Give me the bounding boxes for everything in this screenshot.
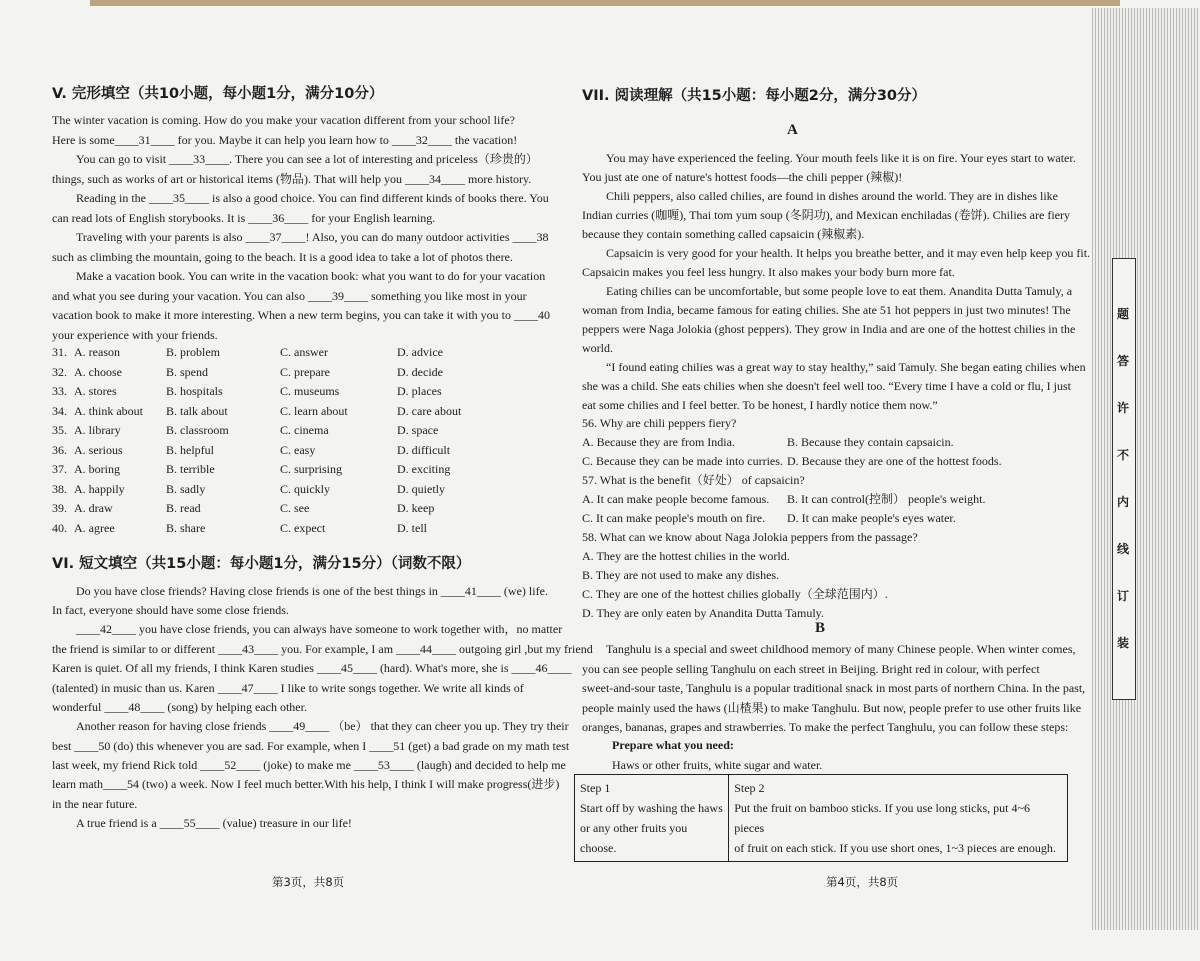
passage-line: because they contain something called capsaicin (辣椒素). xyxy=(582,227,865,241)
step-1-cell xyxy=(575,775,729,862)
option-choice: A. stores xyxy=(74,384,117,398)
option-choice: A. library xyxy=(74,423,121,437)
step-2-cell xyxy=(729,775,1068,862)
option-choice: C. learn about xyxy=(280,403,348,418)
passage-line: and what you see during your vacation. You can also ____39____ something you like most in your xyxy=(52,288,527,303)
option-choice: C. quickly xyxy=(280,481,330,496)
passage-line: can read lots of English storybooks. It is ____36____ for your English learning. xyxy=(52,210,436,225)
binding-char: 许 xyxy=(1116,401,1129,415)
section-5-title: V. 完形填空（共10小题，每小题1分，满分10分） xyxy=(52,86,384,102)
option-choice: B. It can control(控制） people's weight. xyxy=(787,492,986,506)
passage-line: she was a child. She eats chilies when she doesn't feel well too. “Every time I have a cold or flu, I just xyxy=(582,379,1072,393)
question-number: 38. xyxy=(52,481,67,496)
passage-line: you can see people selling Tanghulu on each street in Beijing. Bright red in colour, with perfect xyxy=(582,661,1040,676)
option-choice: C. surprising xyxy=(280,462,343,476)
option-choice: C. They are one of the hottest chilies globally（全球范围内）. xyxy=(582,587,888,601)
binding-char: 答 xyxy=(1116,354,1129,368)
option-choice: B. share xyxy=(166,520,206,535)
passage-line: Do you have close friends? Having close friends is one of the best things in ____41____ (we) life. xyxy=(76,584,548,598)
prepare-text: Haws or other fruits, white sugar and water. xyxy=(612,758,823,772)
passage-line: Eating chilies can be uncomfortable, but some people love to eat them. Anandita Dutta Tamuly, a xyxy=(606,284,1073,298)
option-choice: B. problem xyxy=(166,345,220,359)
question-stem: 57. What is the benefit（好处） of capsaicin? xyxy=(582,473,805,487)
passage-line: Here is some____31____ for you. Maybe it can help you learn how to ____32____ the vacation! xyxy=(52,132,518,147)
passage-line: things, such as works of art or historical items (物品). That will help you ____34____ more history. xyxy=(52,171,532,186)
passage-line: Make a vacation book. You can write in the vacation book: what you want to do for your vacation xyxy=(76,269,546,283)
step-2-title: Step 2 xyxy=(734,781,765,795)
option-choice: A. agree xyxy=(74,520,115,535)
option-choice: C. easy xyxy=(280,442,316,457)
question-number: 34. xyxy=(52,403,67,418)
passage-line: vacation book to make it more interesting. When a new term begins, you can take it with you to ____40 xyxy=(52,308,550,322)
passage-line: best ____50 (do) this whenever you are sad. For example, when I ____51 (get) a bad grade on my math test xyxy=(52,739,570,753)
passage-line: ____42____ you have close friends, you can always have someone to work together with，no matter xyxy=(76,622,563,636)
binding-strip xyxy=(1092,8,1198,930)
question-number: 31. xyxy=(52,345,67,359)
passage-line: Capsaicin makes you feel less hungry. It also makes your body burn more fat. xyxy=(582,265,955,279)
option-choice: C. expect xyxy=(280,520,326,535)
option-choice: D. space xyxy=(397,423,439,437)
option-choice: A. boring xyxy=(74,462,120,476)
binding-char: 订 xyxy=(1116,589,1129,603)
option-choice: D. keep xyxy=(397,501,435,515)
option-choice: C. It can make people's mouth on fire. xyxy=(582,511,766,525)
passage-line: In fact, everyone should have some close friends. xyxy=(52,603,289,617)
passage-line: You just ate one of nature's hottest foods—the chili pepper (辣椒)! xyxy=(582,170,903,184)
top-edge xyxy=(90,0,1120,6)
option-choice: D. It can make people's eyes water. xyxy=(787,511,956,525)
option-choice: D. care about xyxy=(397,403,462,418)
passage-line: You can go to visit ____33____. There you can see a lot of interesting and priceless（珍贵的） xyxy=(76,152,538,166)
binding-char: 题 xyxy=(1116,307,1129,321)
option-choice: B. sadly xyxy=(166,481,206,496)
passage-line: Traveling with your parents is also ____37____! Also, you can do many outdoor activities ____38 xyxy=(76,230,549,244)
question-number: 36. xyxy=(52,442,67,457)
passage-line: (talented) in music than us. Karen ____47____ I like to write songs together. We write all kinds of xyxy=(52,681,524,695)
option-choice: B. read xyxy=(166,501,201,515)
passage-line: world. xyxy=(582,341,613,355)
passage-line: last week, my friend Rick told ____52____ (joke) to make me ____53____ (laugh) and decided to help me xyxy=(52,758,566,772)
step-1-text-line-1: Start off by washing the haws xyxy=(580,801,723,815)
question-number: 33. xyxy=(52,384,67,398)
option-choice: B. classroom xyxy=(166,423,229,437)
option-choice: A. happily xyxy=(74,481,125,496)
passage-a-label: A xyxy=(787,122,798,138)
option-choice: A. They are the hottest chilies in the world. xyxy=(582,549,790,563)
option-choice: D. exciting xyxy=(397,462,451,476)
option-choice: C. answer xyxy=(280,345,328,359)
passage-line: people mainly used the haws (山楂果) to make Tanghulu. But now, people prefer to use other fruits like xyxy=(582,700,1082,715)
step-1-title: Step 1 xyxy=(580,781,611,795)
page-number-right: 第4页，共8页 xyxy=(826,875,899,889)
option-choice: C. Because they can be made into curries. xyxy=(582,454,783,468)
passage-b-label: B xyxy=(815,620,826,636)
option-choice: D. tell xyxy=(397,520,427,535)
question-number: 40. xyxy=(52,520,67,535)
passage-line: The winter vacation is coming. How do you make your vacation different from your school life? xyxy=(52,113,515,127)
option-choice: D. places xyxy=(397,384,442,398)
option-choice: A. It can make people become famous. xyxy=(582,492,770,506)
section-7-title: VII. 阅读理解（共15小题：每小题2分，满分30分） xyxy=(582,88,927,104)
passage-line: You may have experienced the feeling. Your mouth feels like it is on fire. Your eyes start to water. xyxy=(606,151,1076,165)
option-choice: C. see xyxy=(280,501,310,515)
passage-line: peppers were Naga Jolokia (ghost peppers). They grow in India and are one of the hottest chilies in the xyxy=(582,322,1076,336)
passage-line: Another reason for having close friends ____49____ （be） that they can cheer you up. They try their xyxy=(76,719,569,733)
option-choice: A. think about xyxy=(74,403,143,418)
option-choice: D. decide xyxy=(397,364,443,379)
option-choice: B. hospitals xyxy=(166,384,223,398)
option-choice: B. They are not used to make any dishes. xyxy=(582,568,780,582)
passage-line: A true friend is a ____55____ (value) treasure in our life! xyxy=(76,816,352,830)
option-choice: B. talk about xyxy=(166,403,228,418)
option-choice: A. draw xyxy=(74,501,113,515)
option-choice: B. spend xyxy=(166,364,208,379)
step-2-text-line-2: of fruit on each stick. If you use short ones, 1~3 pieces are enough. xyxy=(734,841,1056,855)
passage-line: your experience with your friends. xyxy=(52,327,218,342)
question-number: 32. xyxy=(52,364,67,379)
passage-line: Chili peppers, also called chilies, are found in dishes around the world. They are in dishes like xyxy=(606,189,1058,203)
passage-line: woman from India, became famous for eating chilies. She ate 51 hot peppers in just two minutes! The xyxy=(582,303,1071,317)
option-choice: A. Because they are from India. xyxy=(582,435,735,449)
step-1-text-line-2: or any other fruits you choose. xyxy=(580,821,688,855)
option-choice: B. Because they contain capsaicin. xyxy=(787,435,954,449)
option-choice: D. quietly xyxy=(397,481,445,496)
passage-line: Reading in the ____35____ is also a good choice. You can find different kinds of books there. You xyxy=(76,191,549,205)
option-choice: D. advice xyxy=(397,345,443,359)
option-choice: B. helpful xyxy=(166,442,214,457)
question-stem: 58. What can we know about Naga Jolokia peppers from the passage? xyxy=(582,530,918,544)
option-choice: D. They are only eaten by Anandita Dutta Tamuly. xyxy=(582,606,824,620)
step-2-text-line-1: Put the fruit on bamboo sticks. If you use long sticks, put 4~6 pieces xyxy=(734,801,1031,835)
passage-line: eat some chilies and I feel better. To be honest, I hardly notice them now.” xyxy=(582,398,938,412)
passage-line: Indian curries (咖喱), Thai tom yum soup (冬阴功), and Mexican enchiladas (卷饼). Chilies are fiery xyxy=(582,208,1070,222)
option-choice: D. Because they are one of the hottest foods. xyxy=(787,454,1002,468)
option-choice: C. cinema xyxy=(280,423,329,437)
option-choice: C. museums xyxy=(280,384,340,398)
option-choice: D. difficult xyxy=(397,442,451,457)
steps-table xyxy=(574,774,1068,862)
question-number: 35. xyxy=(52,423,67,437)
passage-line: in the near future. xyxy=(52,797,138,811)
option-choice: C. prepare xyxy=(280,364,330,379)
question-number: 39. xyxy=(52,501,67,515)
passage-line: Tanghulu is a special and sweet childhood memory of many Chinese people. When winter comes, xyxy=(606,642,1076,656)
passage-line: such as climbing the mountain, going to the beach. It is a good idea to take a lot of photos there. xyxy=(52,249,513,264)
page-number-left: 第3页，共8页 xyxy=(272,875,345,889)
passage-line: Karen is quiet. Of all my friends, I think Karen studies ____45____ (hard). What's more, she is ____46____ xyxy=(52,661,572,675)
binding-char: 装 xyxy=(1116,636,1129,650)
binding-char: 内 xyxy=(1116,495,1129,509)
question-stem: 56. Why are chili peppers fiery? xyxy=(582,416,737,430)
question-number: 37. xyxy=(52,462,67,476)
passage-line: oranges, bananas, grapes and strawberries. To make the perfect Tanghulu, you can follow these steps: xyxy=(582,720,1069,734)
binding-char: 线 xyxy=(1116,542,1129,556)
option-choice: A. choose xyxy=(74,364,122,379)
passage-line: Capsaicin is very good for your health. It helps you breathe better, and it may even help keep you fit. xyxy=(606,246,1091,260)
option-choice: A. serious xyxy=(74,442,123,457)
prepare-label: Prepare what you need: xyxy=(612,738,734,752)
option-choice: B. terrible xyxy=(166,462,215,476)
option-choice: A. reason xyxy=(74,345,120,359)
passage-line: wonderful ____48____ (song) by helping each other. xyxy=(52,700,307,714)
section-6-title: VI. 短文填空（共15小题：每小题1分，满分15分）（词数不限） xyxy=(52,556,471,572)
binding-char: 不 xyxy=(1116,448,1129,462)
passage-line: sweet-and-sour taste, Tanghulu is a popular traditional snack in most parts of northern China. In the past, xyxy=(582,681,1086,695)
passage-line: “I found eating chilies was a great way to stay healthy,” said Tamuly. She began eating chilies when xyxy=(606,360,1086,374)
passage-line: the friend is similar to or different ____43____ you. For example, I am ____44____ outgoing girl ,but my friend xyxy=(52,642,593,656)
passage-line: learn math____54 (two) a week. Now I feel much better.With his help, I think I will make progress(进步) xyxy=(52,777,560,791)
